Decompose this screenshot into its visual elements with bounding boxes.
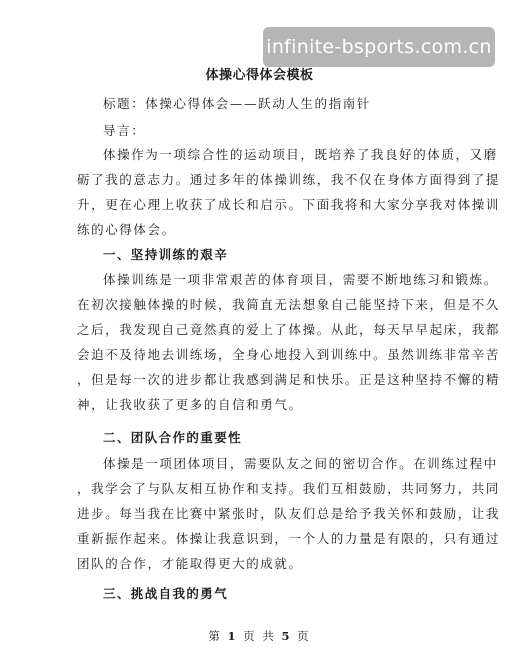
- footer-suffix: 页: [297, 629, 311, 643]
- section2-line: 重新振作起来。体操让我意识到，一个人的力量是有限的，只有通过: [77, 531, 501, 546]
- watermark: infinite-bsports.com.cn: [263, 27, 495, 67]
- section2-line: 进步。每当我在比赛中紧张时，队友们总是给予我关怀和鼓励，让我: [77, 506, 501, 521]
- section-heading: 一、坚持训练的艰辛: [103, 247, 229, 262]
- intro-line: 升，更在心理上收获了成长和启示。下面我将和大家分享我对体操训: [77, 197, 501, 212]
- section1-line: 神，让我收获了更多的自信和勇气。: [77, 397, 303, 412]
- section1-line: 之后，我发现自己竟然真的爱上了体操。从此，每天早早起床，我都: [77, 322, 501, 337]
- document-title: 体操心得体会模板: [205, 68, 314, 83]
- section2-line: 体操是一项团体项目，需要队友之间的密切合作。在训练过程中: [103, 456, 498, 471]
- intro-label: 导言：: [103, 123, 146, 138]
- intro-line: 砺了我的意志力。通过多年的体操训练，我不仅在身体方面得到了提: [77, 172, 501, 187]
- section1-line: ，但是每一次的进步都让我感到满足和快乐。正是这种坚持不懈的精: [77, 372, 501, 387]
- page-footer: [0, 628, 519, 644]
- intro-line: 体操作为一项综合性的运动项目，既培养了我良好的体质，又磨: [103, 147, 498, 162]
- section1-line: 在初次接触体操的时候，我简直无法想象自己能坚持下来，但是不久: [77, 297, 501, 312]
- section1-line: 体操训练是一项非常艰苦的体育项目，需要不断地练习和锻炼。: [103, 272, 498, 287]
- current-page-number: 1: [227, 629, 238, 643]
- section2-line: ，我学会了与队友相互协作和支持。我们互相鼓励，共同努力，共同: [77, 481, 501, 496]
- footer-prefix: 第: [208, 629, 222, 643]
- section1-line: 会迫不及待地去训练场，全身心地投入到训练中。虽然训练非常辛苦: [77, 347, 501, 362]
- footer-middle: 页 共: [243, 629, 276, 643]
- section-heading: 二、团队合作的重要性: [103, 430, 243, 445]
- section2-line: 团队的合作，才能取得更大的成就。: [77, 556, 303, 571]
- intro-line: 练的心得体会。: [77, 222, 176, 237]
- subtitle-line: 标题：体操心得体会——跃动人生的指南针: [103, 96, 371, 111]
- section-heading: 三、挑战自我的勇气: [103, 586, 229, 601]
- total-page-number: 5: [281, 629, 292, 643]
